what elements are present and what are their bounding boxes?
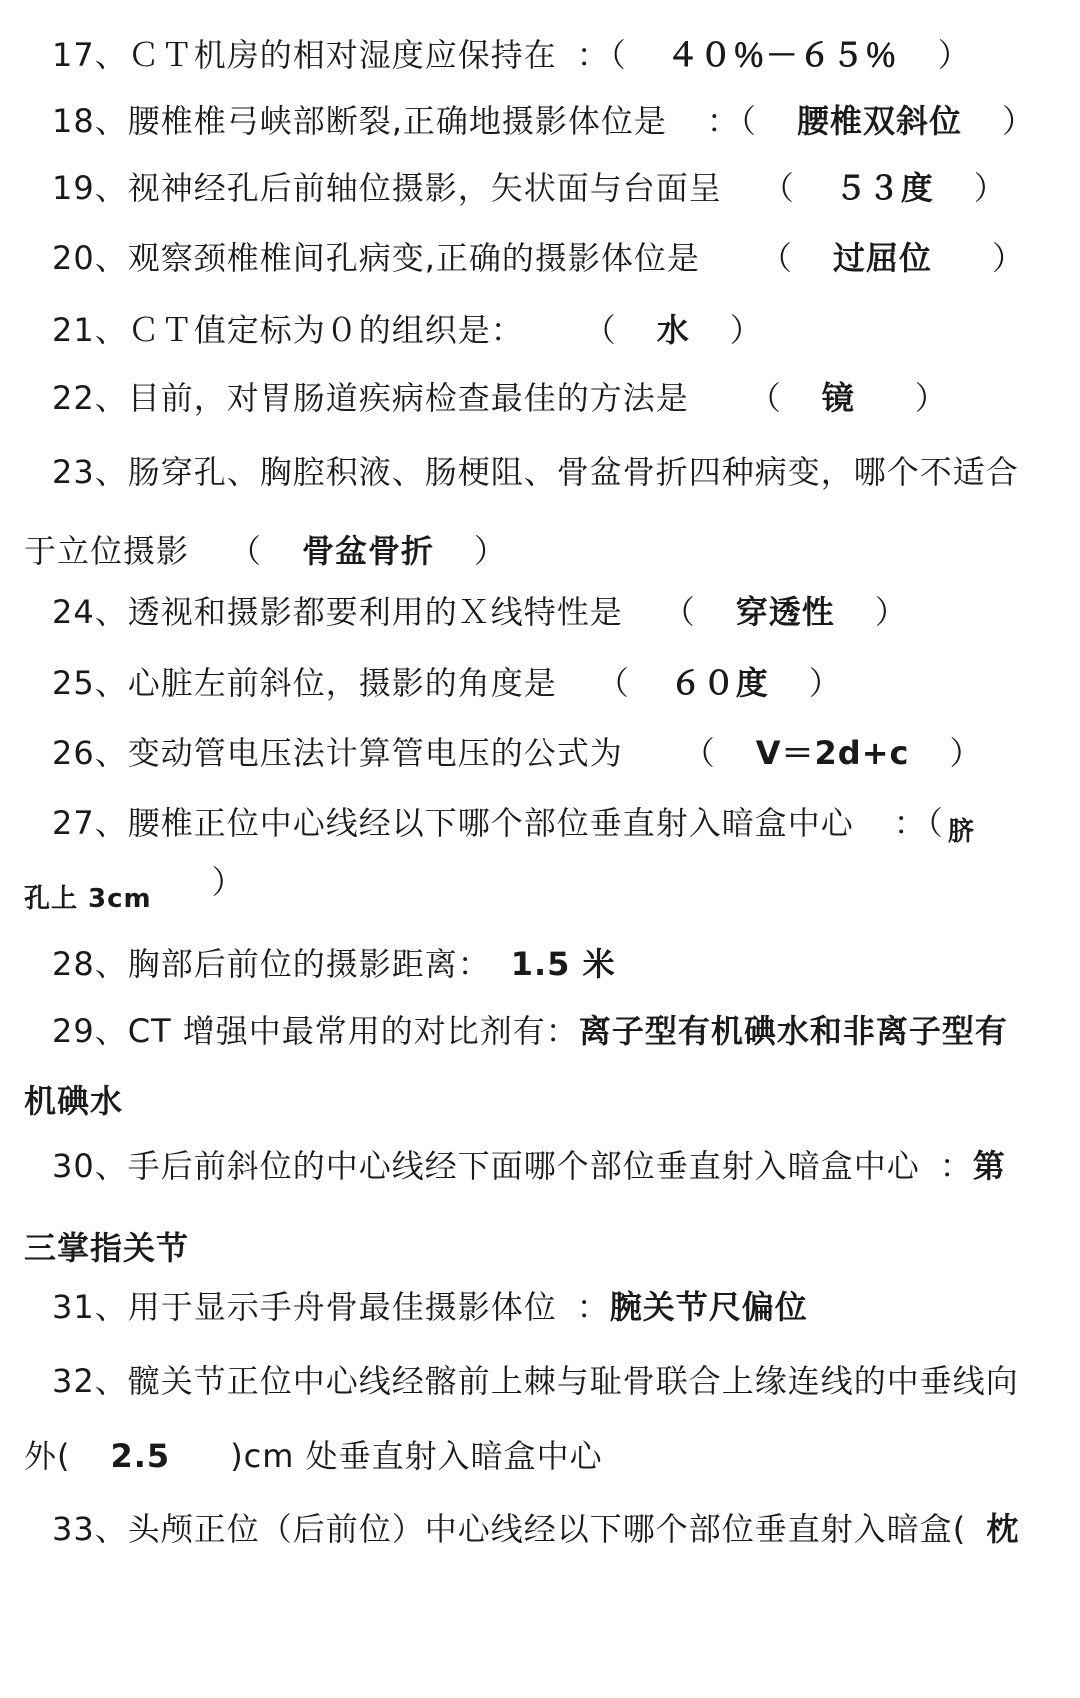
question-23-continued — [24, 531, 507, 571]
question-text: 透视和摄影都要利用的Ｘ线特性是 — [127, 593, 623, 631]
question-text: 目前，对胃肠道疾病检查最佳的方法是 — [127, 379, 689, 417]
question-27-continued — [24, 863, 245, 919]
close-paren: ） — [474, 532, 508, 570]
answer-text: 孔上 3cm — [24, 884, 152, 914]
close-paren: ） — [991, 239, 1025, 277]
open-paren: （ — [759, 239, 793, 277]
close-paren: ） — [914, 379, 948, 417]
question-text: 髋关节正位中心线经髂前上棘与耻骨联合上缘连线的中垂线向 — [127, 1362, 1019, 1400]
answer-text: 1.5 米 — [510, 945, 616, 983]
question-text: 视神经孔后前轴位摄影，矢状面与台面呈 — [127, 169, 722, 207]
close-paren: ） — [211, 863, 245, 901]
open-paren: ：（ — [893, 804, 944, 842]
question-number: 30、 — [52, 1147, 128, 1185]
question-text: 肠穿孔、胸腔积液、肠梗阻、骨盆骨折四种病变，哪个不适合 — [127, 453, 1019, 491]
answer-text: ４０％－６５％ — [666, 36, 898, 74]
question-33 — [52, 1509, 1019, 1549]
question-number: 32、 — [52, 1362, 128, 1400]
question-23 — [52, 452, 1019, 492]
answer-text: 机碘水 — [24, 1082, 124, 1120]
question-text: 心脏左前斜位，摄影的角度是 — [127, 664, 557, 702]
question-text: 观察颈椎椎间孔病变,正确的摄影体位是 — [127, 239, 700, 277]
question-number: 27、 — [52, 804, 128, 842]
question-number: 24、 — [52, 593, 128, 631]
question-text: ＣＴ机房的相对湿度应保持在 — [127, 36, 557, 74]
question-number: 25、 — [52, 664, 128, 702]
question-text: 变动管电压法计算管电压的公式为 — [127, 734, 623, 772]
question-21 — [52, 310, 763, 350]
question-text: )cm 处垂直射入暗盒中心 — [230, 1437, 603, 1475]
question-29 — [52, 1011, 1008, 1051]
answer-text: 骨盆骨折 — [302, 532, 435, 570]
question-number: 18、 — [52, 102, 128, 140]
question-25 — [52, 663, 842, 703]
answer-text: 枕 — [986, 1510, 1020, 1548]
answer-text: 离子型有机碘水和非离子型有 — [578, 1012, 1008, 1050]
answer-text: 镜 — [821, 379, 855, 417]
open-paren: ：（ — [706, 102, 757, 140]
answer-text: ６０度 — [669, 664, 769, 702]
question-28 — [52, 944, 616, 984]
question-text: 腰椎椎弓峡部断裂,正确地摄影体位是 — [127, 102, 667, 140]
question-29-continued — [24, 1081, 123, 1121]
question-number: 23、 — [52, 453, 128, 491]
question-number: 22、 — [52, 379, 128, 417]
question-number: 29、 — [52, 1012, 128, 1050]
question-number: 26、 — [52, 734, 128, 772]
answer-text: 三掌指关节 — [24, 1229, 190, 1267]
question-text: 手后前斜位的中心线经下面哪个部位垂直射入暗盒中心 — [127, 1147, 920, 1185]
open-paren: （ — [748, 379, 782, 417]
open-paren: （ — [596, 664, 630, 702]
close-paren: ） — [949, 734, 983, 772]
answer-text: 第 — [972, 1147, 1006, 1185]
question-text: ＣＴ值定标为０的组织是： — [127, 311, 524, 349]
close-paren: ） — [1001, 102, 1035, 140]
answer-text: ５３度 — [834, 169, 934, 207]
answer-text: V＝2d+c — [755, 734, 910, 772]
question-31 — [52, 1287, 808, 1327]
question-number: 20、 — [52, 239, 128, 277]
question-26 — [52, 733, 983, 773]
close-paren: ） — [874, 593, 908, 631]
question-18 — [52, 101, 1035, 141]
question-32-continued — [24, 1436, 603, 1476]
close-paren: ） — [973, 169, 1007, 207]
question-22 — [52, 378, 948, 418]
question-20 — [52, 238, 1025, 278]
question-number: 31、 — [52, 1288, 128, 1326]
question-text: 胸部后前位的摄影距离： — [127, 945, 491, 983]
question-32 — [52, 1361, 1019, 1401]
answer-text: 腕关节尺偏位 — [609, 1288, 808, 1326]
open-paren: （ — [761, 169, 795, 207]
question-text: 头颅正位（后前位）中心线经以下哪个部位垂直射入暗盒( — [127, 1510, 967, 1548]
open-paren: （ — [583, 311, 617, 349]
answer-text: 脐 — [948, 817, 976, 847]
question-19 — [52, 168, 1007, 208]
question-24 — [52, 592, 908, 632]
answer-text: 过屈位 — [832, 239, 932, 277]
open-paren: ：（ — [576, 36, 627, 74]
question-text: CT 增强中最常用的对比剂有： — [127, 1012, 579, 1050]
open-paren: （ — [229, 532, 263, 570]
close-paren: ） — [937, 36, 971, 74]
question-27 — [52, 803, 944, 843]
open-paren: （ — [662, 593, 696, 631]
question-text: 腰椎正位中心线经以下哪个部位垂直射入暗盒中心 — [127, 804, 854, 842]
question-number: 21、 — [52, 311, 128, 349]
colon: ： — [939, 1147, 973, 1185]
answer-text: 穿透性 — [735, 593, 835, 631]
question-number: 17、 — [52, 36, 128, 74]
open-paren: （ — [682, 734, 716, 772]
question-text: 用于显示手舟骨最佳摄影体位 — [127, 1288, 557, 1326]
question-30 — [52, 1146, 1006, 1186]
question-text: 于立位摄影 — [24, 532, 190, 570]
colon: ： — [576, 1288, 610, 1326]
question-17 — [52, 35, 971, 75]
question-number: 28、 — [52, 945, 128, 983]
question-30-continued — [24, 1228, 189, 1268]
close-paren: ） — [808, 664, 842, 702]
question-number: 33、 — [52, 1510, 128, 1548]
question-number: 19、 — [52, 169, 128, 207]
answer-text: 水 — [656, 311, 690, 349]
close-paren: ） — [729, 311, 763, 349]
answer-text: 腰椎双斜位 — [796, 102, 962, 140]
answer-text: 2.5 — [110, 1437, 171, 1475]
question-text: 外( — [24, 1437, 71, 1475]
